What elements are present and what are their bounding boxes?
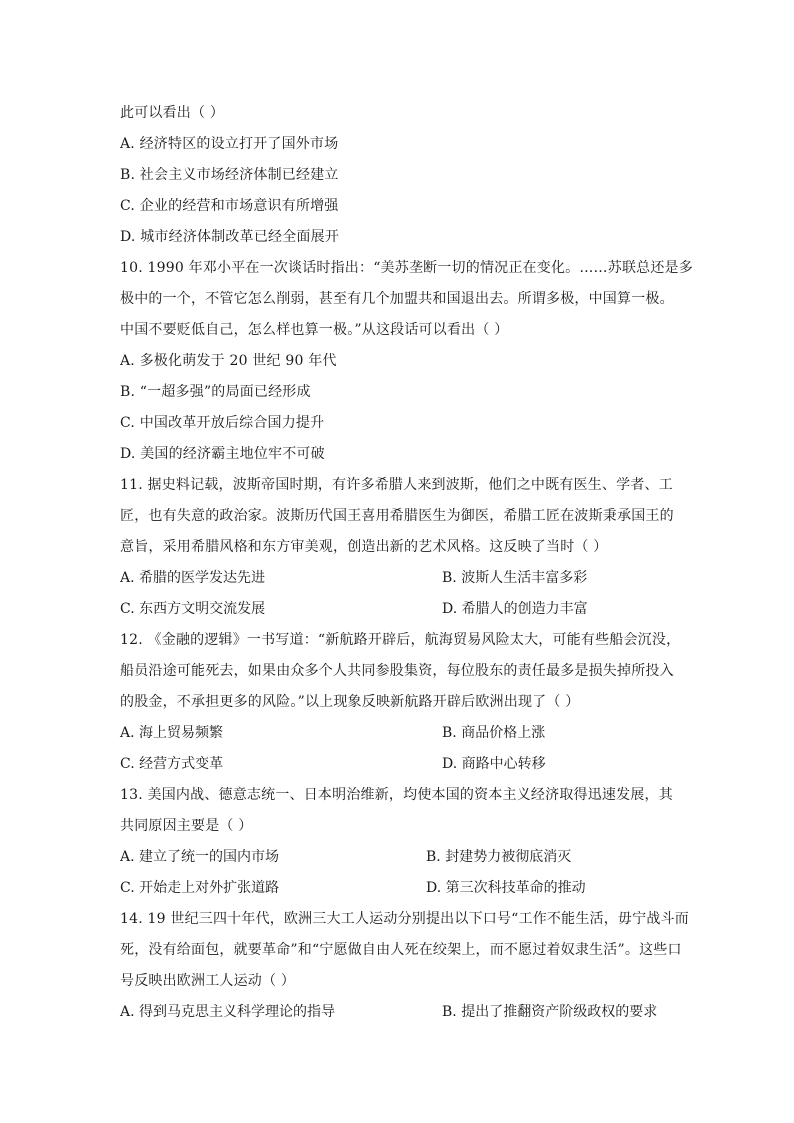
question-10 <box>120 253 693 470</box>
option-a: A. 海上贸易频繁 <box>120 725 224 741</box>
option-d: D. 商路中心转移 <box>442 756 546 772</box>
options-row <box>120 718 680 749</box>
option-b: B. “一超多强”的局面已经形成 <box>120 384 311 400</box>
option-c: C. 开始走上对外扩张道路 <box>120 880 280 896</box>
options-row <box>120 873 680 904</box>
option-a: A. 希腊的医学发达先进 <box>120 570 266 586</box>
question-stem: 船员沿途可能死去，如果由众多个人共同参股集资，每位股东的责任最多是损失掉所投入 <box>120 663 674 679</box>
question-stem: 共同原因主要是（ ） <box>120 818 253 834</box>
option-c: C. 中国改革开放后综合国力提升 <box>120 415 325 431</box>
question-stem: 14. 19 世纪三四十年代，欧洲三大工人运动分别提出以下口号“工作不能生活，毋宁战斗而 <box>120 911 689 927</box>
option-b: B. 封建势力被彻底消灭 <box>426 849 572 865</box>
option-a: A. 多极化萌发于 20 世纪 90 年代 <box>120 353 337 369</box>
option-d: D. 美国的经济霸主地位牢不可破 <box>120 446 325 462</box>
option-a: A. 建立了统一的国内市场 <box>120 849 280 865</box>
option-a: A. 得到马克思主义科学理论的指导 <box>120 1004 336 1020</box>
options-row <box>120 997 680 1028</box>
option-b: B. 社会主义市场经济体制已经建立 <box>120 167 339 183</box>
question-13 <box>120 780 680 904</box>
question-stem: 极中的一个，不管它怎么削弱，甚至有几个加盟共和国退出去。所谓多极，中国算一极。 <box>120 291 674 307</box>
question-stem: 死，没有给面包，就要革命”和“宁愿做自由人死在绞架上，而不愿过着奴隶生活”。这些口 <box>120 942 682 958</box>
option-c: C. 东西方文明交流发展 <box>120 601 266 617</box>
options-row <box>120 842 680 873</box>
question-stem: 号反映出欧洲工人运动（ ） <box>120 973 296 989</box>
question-stem: 中国不要贬低自己，怎么样也算一极。”从这段话可以看出（ ） <box>120 322 509 338</box>
question-12 <box>120 625 680 780</box>
question-stem: 匠，也有失意的政治家。波斯历代国王喜用希腊医生为御医，希腊工匠在波斯秉承国王的 <box>120 508 674 524</box>
options-row <box>120 594 680 625</box>
question-stem: 11. 据史料记载，波斯帝国时期，有许多希腊人来到波斯，他们之中既有医生、学者、工 <box>120 477 673 493</box>
option-c: C. 经营方式变革 <box>120 756 224 772</box>
question-11 <box>120 470 680 625</box>
question-9 <box>120 98 680 253</box>
option-d: D. 城市经济体制改革已经全面展开 <box>120 229 340 245</box>
option-b: B. 波斯人生活丰富多彩 <box>442 570 588 586</box>
question-stem: 12. 《金融的逻辑》一书写道：“新航路开辟后，航海贸易风险太大，可能有些船会沉没， <box>120 632 681 648</box>
options-row <box>120 749 680 780</box>
option-d: D. 第三次科技革命的推动 <box>426 880 586 896</box>
exam-page <box>120 98 693 1028</box>
option-c: C. 企业的经营和市场意识有所增强 <box>120 198 339 214</box>
question-stem: 意旨，采用希腊风格和东方审美观，创造出新的艺术风格。这反映了当时（ ） <box>120 539 608 555</box>
question-14 <box>120 904 689 1028</box>
option-b: B. 提出了推翻资产阶级政权的要求 <box>442 1004 658 1020</box>
option-d: D. 希腊人的创造力丰富 <box>442 601 588 617</box>
option-b: B. 商品价格上涨 <box>442 725 546 741</box>
question-stem: 13. 美国内战、德意志统一、日本明治维新，均使本国的资本主义经济取得迅速发展，其 <box>120 787 673 803</box>
option-a: A. 经济特区的设立打开了国外市场 <box>120 136 339 152</box>
options-row <box>120 563 680 594</box>
question-stem: 的股金，不承担更多的风险。”以上现象反映新航路开辟后欧洲出现了（ ） <box>120 694 580 710</box>
question-stem: 此可以看出（ ） <box>120 105 225 121</box>
question-stem: 10. 1990 年邓小平在一次谈话时指出：“美苏垄断一切的情况正在变化。……苏联总还是多 <box>120 260 693 276</box>
